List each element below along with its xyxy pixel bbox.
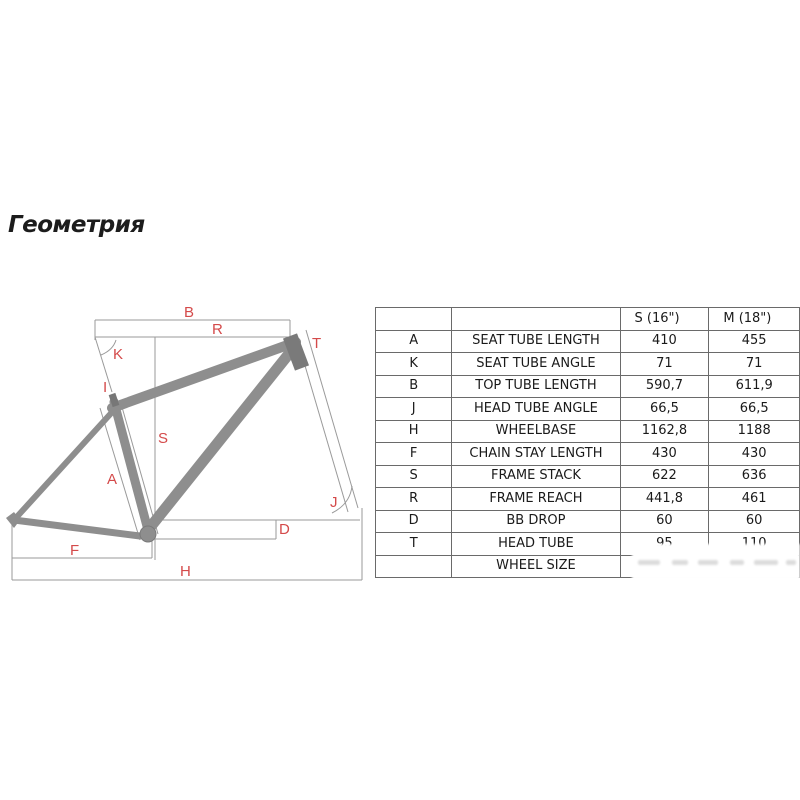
geometry-table (375, 307, 800, 578)
row-value-s: 622 (620, 465, 709, 488)
row-code: J (376, 398, 452, 421)
table-row (376, 443, 800, 466)
row-value-m: 66,5 (709, 398, 800, 421)
row-code: B (376, 375, 452, 398)
row-value-m: 636 (709, 465, 800, 488)
table-row (376, 488, 800, 511)
row-label: FRAME REACH (452, 488, 620, 511)
header-size-m: M (18") (709, 308, 800, 331)
row-value-s: 410 (620, 330, 709, 353)
header-size-s: S (16") (620, 308, 709, 331)
label-r: R (212, 321, 223, 338)
label-d: D (279, 521, 290, 538)
header-cell (376, 308, 452, 331)
row-label: SEAT TUBE LENGTH (452, 330, 620, 353)
row-code: F (376, 443, 452, 466)
row-code: A (376, 330, 452, 353)
label-j: J (330, 494, 338, 511)
table-row (376, 420, 800, 443)
row-value-s: 60 (620, 510, 709, 533)
table-row (376, 353, 800, 376)
table-row (376, 398, 800, 421)
label-i: I (103, 379, 108, 396)
table-row (376, 465, 800, 488)
row-value-m: 1188 (709, 420, 800, 443)
row-label: WHEEL SIZE (452, 555, 620, 578)
label-k: K (113, 346, 124, 363)
row-label: HEAD TUBE (452, 533, 620, 556)
row-value-s: 590,7 (620, 375, 709, 398)
row-code: S (376, 465, 452, 488)
label-s: S (158, 430, 169, 447)
row-value-s: 66,5 (620, 398, 709, 421)
row-value-m: 60 (709, 510, 800, 533)
row-value-m: 611,9 (709, 375, 800, 398)
row-value-s: 71 (620, 353, 709, 376)
table-header-row (376, 308, 800, 331)
row-value-m: 455 (709, 330, 800, 353)
page-title: Геометрия (8, 212, 145, 238)
row-value-m: 461 (709, 488, 800, 511)
row-code: H (376, 420, 452, 443)
row-value-s: 441,8 (620, 488, 709, 511)
row-label: WHEELBASE (452, 420, 620, 443)
label-t: T (312, 335, 322, 352)
row-value-s: 1162,8 (620, 420, 709, 443)
row-code (376, 555, 452, 578)
row-label: SEAT TUBE ANGLE (452, 353, 620, 376)
row-code: T (376, 533, 452, 556)
table-row (376, 330, 800, 353)
row-code: D (376, 510, 452, 533)
header-cell (452, 308, 620, 331)
row-label: TOP TUBE LENGTH (452, 375, 620, 398)
watermark-overlay (632, 544, 800, 580)
label-h: H (180, 563, 191, 580)
row-value-m: 71 (709, 353, 800, 376)
row-label: FRAME STACK (452, 465, 620, 488)
label-f: F (70, 542, 80, 559)
label-b: B (184, 304, 195, 321)
row-value-s: 430 (620, 443, 709, 466)
row-code: K (376, 353, 452, 376)
table-row (376, 510, 800, 533)
row-value-m: 430 (709, 443, 800, 466)
row-label: HEAD TUBE ANGLE (452, 398, 620, 421)
table-row (376, 375, 800, 398)
row-label: BB DROP (452, 510, 620, 533)
row-label: CHAIN STAY LENGTH (452, 443, 620, 466)
label-a: A (107, 471, 118, 488)
row-code: R (376, 488, 452, 511)
